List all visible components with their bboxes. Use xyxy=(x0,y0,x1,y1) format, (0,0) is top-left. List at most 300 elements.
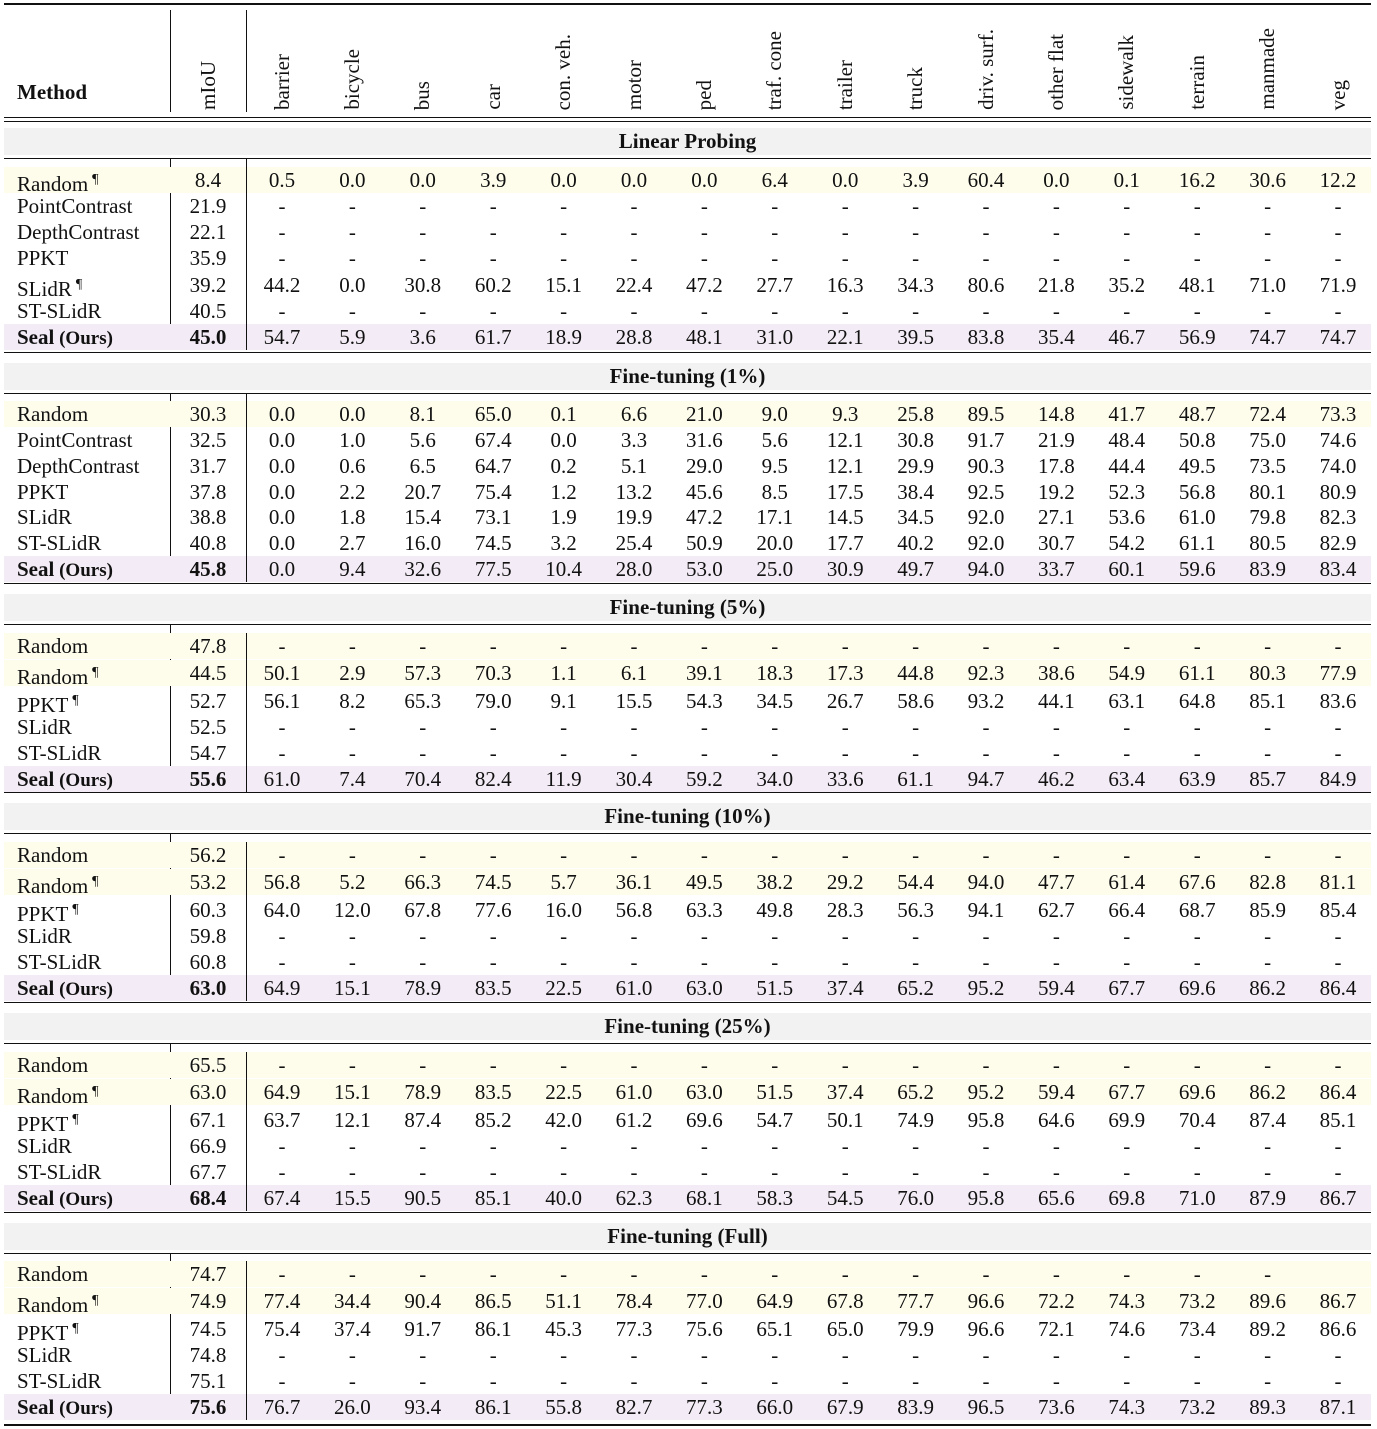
class-iou-cell: 77.0 xyxy=(686,1289,723,1313)
method-name xyxy=(17,427,133,453)
class-iou-cell: 74.7 xyxy=(1249,325,1286,349)
class-iou-cell: - xyxy=(982,1134,990,1158)
reproduced-mark: ¶ xyxy=(72,1321,79,1336)
table-row xyxy=(4,975,1371,1001)
method-name xyxy=(17,975,113,1001)
class-iou-cell: 0.0 xyxy=(409,168,436,192)
class-iou-cell: - xyxy=(1052,715,1060,739)
column-header-label: sidewalk xyxy=(1114,35,1139,110)
class-iou-cell: 63.0 xyxy=(686,1080,723,1104)
class-iou-cell: 34.3 xyxy=(897,273,934,297)
class-iou-cell: - xyxy=(771,1262,779,1286)
class-iou-cell: - xyxy=(1193,299,1201,323)
class-iou-cell: 3.2 xyxy=(550,531,577,555)
class-iou-cell: 53.6 xyxy=(1108,505,1146,529)
miou-cell: 60.8 xyxy=(189,950,227,974)
class-iou-cell: 28.3 xyxy=(826,898,864,922)
class-iou-cell: - xyxy=(1123,950,1131,974)
class-iou-cell: 6.1 xyxy=(620,661,648,685)
miou-cell: 67.1 xyxy=(189,1108,227,1132)
class-iou-cell: - xyxy=(560,1262,568,1286)
class-iou-cell: 5.9 xyxy=(339,325,366,349)
class-iou-cell: 21.0 xyxy=(686,402,723,426)
class-iou-cell: - xyxy=(1264,1160,1272,1184)
class-iou-cell: 83.6 xyxy=(1319,689,1357,713)
class-iou-cell: - xyxy=(982,1343,990,1367)
table-row xyxy=(4,219,1371,245)
method-name xyxy=(17,660,99,689)
class-iou-cell: - xyxy=(419,950,427,974)
class-iou-cell: 61.2 xyxy=(615,1108,653,1132)
class-iou-cell: 82.3 xyxy=(1319,505,1357,529)
class-iou-cell: 61.0 xyxy=(615,1080,653,1104)
method-label: ST-SLidR xyxy=(17,299,102,323)
class-iou-cell: - xyxy=(841,634,849,658)
class-iou-cell: - xyxy=(278,246,286,270)
class-iou-cell: 46.7 xyxy=(1108,325,1146,349)
class-iou-cell: - xyxy=(1264,634,1272,658)
class-iou-cell: - xyxy=(348,741,356,765)
class-iou-cell: 19.2 xyxy=(1038,480,1075,504)
class-iou-cell: - xyxy=(771,1343,779,1367)
table-row xyxy=(4,167,1371,196)
class-iou-cell: 96.6 xyxy=(967,1289,1005,1313)
class-iou-cell: 83.9 xyxy=(1249,557,1286,581)
class-iou-cell: 25.4 xyxy=(615,531,653,555)
class-iou-cell: 1.0 xyxy=(339,428,366,452)
class-iou-cell: 73.5 xyxy=(1249,454,1286,478)
class-iou-cell: - xyxy=(1264,246,1272,270)
class-iou-cell: 1.9 xyxy=(550,505,577,529)
class-iou-cell: 93.4 xyxy=(404,1395,442,1419)
miou-cell: 75.6 xyxy=(189,1395,227,1419)
class-iou-cell: 56.9 xyxy=(1178,325,1216,349)
class-iou-cell: 29.9 xyxy=(897,454,934,478)
class-iou-cell: - xyxy=(1052,741,1060,765)
class-iou-cell: 49.5 xyxy=(1178,454,1216,478)
class-iou-cell: 0.0 xyxy=(268,480,296,504)
class-iou-cell: - xyxy=(841,220,849,244)
class-iou-cell: 69.8 xyxy=(1108,1186,1146,1210)
class-iou-cell: 92.3 xyxy=(967,661,1005,685)
class-iou-cell: - xyxy=(489,1160,497,1184)
class-iou-cell: - xyxy=(489,924,497,948)
class-iou-cell: - xyxy=(348,246,356,270)
class-iou-cell: - xyxy=(419,299,427,323)
class-iou-cell: 91.7 xyxy=(967,428,1005,452)
ours-suffix: (Ours) xyxy=(54,770,113,791)
column-header-label: barrier xyxy=(269,54,294,110)
class-iou-cell: - xyxy=(1334,924,1342,948)
class-iou-cell: - xyxy=(841,299,849,323)
miou-cell: 39.2 xyxy=(189,273,227,297)
section-title-rule xyxy=(4,833,1371,834)
column-header xyxy=(825,10,865,110)
class-iou-cell: - xyxy=(1264,1343,1272,1367)
method-label: Random xyxy=(17,1053,89,1077)
method-name xyxy=(17,245,68,271)
class-iou-cell: - xyxy=(771,299,779,323)
method-name xyxy=(17,1052,88,1078)
class-iou-cell: 0.0 xyxy=(268,531,296,555)
class-iou-cell: 79.8 xyxy=(1249,505,1286,529)
class-iou-cell: 83.9 xyxy=(897,1395,934,1419)
miou-cell: 67.7 xyxy=(189,1160,227,1184)
class-iou-cell: 1.2 xyxy=(550,480,577,504)
class-iou-cell: - xyxy=(771,220,779,244)
class-iou-cell: 80.3 xyxy=(1249,661,1286,685)
class-iou-cell: - xyxy=(912,1262,920,1286)
class-iou-cell: - xyxy=(348,634,356,658)
method-name xyxy=(17,401,88,427)
class-iou-cell: 78.9 xyxy=(404,1080,442,1104)
class-iou-cell: 20.7 xyxy=(404,480,442,504)
class-iou-cell: 30.8 xyxy=(404,273,442,297)
class-iou-cell: 0.0 xyxy=(268,505,296,529)
table-row xyxy=(4,1288,1371,1317)
miou-divider xyxy=(246,394,247,582)
class-iou-cell: 94.0 xyxy=(967,557,1005,581)
miou-cell: 8.4 xyxy=(194,168,222,192)
class-iou-cell: - xyxy=(912,299,920,323)
class-iou-cell: - xyxy=(419,1343,427,1367)
column-header-label: terrain xyxy=(1184,55,1209,110)
class-iou-cell: - xyxy=(1193,924,1201,948)
class-iou-cell: 70.4 xyxy=(1178,1108,1216,1132)
class-iou-cell: 95.2 xyxy=(967,976,1005,1000)
class-iou-cell: - xyxy=(560,220,568,244)
table-row xyxy=(4,1107,1371,1136)
class-iou-cell: - xyxy=(1193,1134,1201,1158)
class-iou-cell: 77.6 xyxy=(474,898,512,922)
class-iou-cell: 1.8 xyxy=(339,505,366,529)
class-iou-cell: 85.7 xyxy=(1249,767,1286,791)
class-iou-cell: 54.2 xyxy=(1108,531,1146,555)
class-iou-cell: - xyxy=(560,843,568,867)
class-iou-cell: - xyxy=(348,1053,356,1077)
class-iou-cell: 12.1 xyxy=(334,1108,371,1132)
class-iou-cell: 50.8 xyxy=(1178,428,1216,452)
class-iou-cell: 51.5 xyxy=(756,976,794,1000)
table-row xyxy=(4,1394,1371,1420)
class-iou-cell: - xyxy=(1193,1160,1201,1184)
class-iou-cell: - xyxy=(700,634,708,658)
method-name xyxy=(17,633,88,659)
miou-cell: 47.8 xyxy=(189,634,227,658)
class-iou-cell: 67.8 xyxy=(826,1289,864,1313)
class-iou-cell: 89.3 xyxy=(1249,1395,1286,1419)
miou-cell: 56.2 xyxy=(189,843,227,867)
class-iou-cell: - xyxy=(912,194,920,218)
class-iou-cell: 0.0 xyxy=(268,557,296,581)
class-iou-cell: 60.2 xyxy=(474,273,512,297)
class-iou-cell: 56.8 xyxy=(615,898,653,922)
class-iou-cell: 67.7 xyxy=(1108,1080,1146,1104)
class-iou-cell: 64.0 xyxy=(263,898,301,922)
class-iou-cell: - xyxy=(1123,220,1131,244)
class-iou-cell: 29.0 xyxy=(686,454,723,478)
class-iou-cell: - xyxy=(700,1369,708,1393)
class-iou-cell: 65.2 xyxy=(897,1080,934,1104)
class-iou-cell: 67.4 xyxy=(263,1186,301,1210)
method-label: PPKT xyxy=(17,480,69,504)
miou-cell: 21.9 xyxy=(189,194,227,218)
class-iou-cell: - xyxy=(700,194,708,218)
column-header-label: driv. surf. xyxy=(973,29,998,110)
table-row xyxy=(4,688,1371,717)
class-iou-cell: - xyxy=(841,1343,849,1367)
table-row xyxy=(4,1185,1371,1211)
method-name xyxy=(17,298,101,324)
class-iou-cell: 34.5 xyxy=(897,505,934,529)
class-iou-cell: - xyxy=(1334,1160,1342,1184)
class-iou-cell: 25.0 xyxy=(756,557,794,581)
reproduced-mark: ¶ xyxy=(72,693,79,708)
table-row xyxy=(4,869,1371,898)
class-iou-cell: 39.1 xyxy=(686,661,723,685)
class-iou-cell: 56.3 xyxy=(897,898,934,922)
table-row xyxy=(4,193,1371,219)
class-iou-cell: 49.7 xyxy=(897,557,934,581)
class-iou-cell: - xyxy=(1123,741,1131,765)
class-iou-cell: 35.4 xyxy=(1038,325,1075,349)
class-iou-cell: 82.7 xyxy=(615,1395,653,1419)
reproduced-mark: ¶ xyxy=(92,665,99,680)
class-iou-cell: 96.6 xyxy=(967,1317,1005,1341)
column-header xyxy=(896,10,936,110)
class-iou-cell: 30.7 xyxy=(1038,531,1075,555)
class-iou-cell: - xyxy=(700,1262,708,1286)
class-iou-cell: 77.4 xyxy=(263,1289,301,1313)
miou-cell: 44.5 xyxy=(189,661,227,685)
section-title-rule xyxy=(4,1043,1371,1044)
reproduced-mark: ¶ xyxy=(92,1084,99,1099)
class-iou-cell: 65.1 xyxy=(756,1317,794,1341)
class-iou-cell: 36.1 xyxy=(615,870,653,894)
class-iou-cell: 21.8 xyxy=(1038,273,1075,297)
header-divider xyxy=(170,10,171,112)
class-iou-cell: - xyxy=(348,1134,356,1158)
class-iou-cell: - xyxy=(278,220,286,244)
class-iou-cell: 19.9 xyxy=(615,505,653,529)
class-iou-cell: - xyxy=(489,1343,497,1367)
class-iou-cell: 47.7 xyxy=(1038,870,1075,894)
class-iou-cell: 82.8 xyxy=(1249,870,1286,894)
method-label: ST-SLidR xyxy=(17,741,102,765)
class-iou-cell: - xyxy=(1264,715,1272,739)
class-iou-cell: - xyxy=(982,299,990,323)
class-iou-cell: 48.7 xyxy=(1178,402,1216,426)
section-title-rule xyxy=(4,1253,1371,1254)
method-label: SLidR xyxy=(17,277,72,301)
method-label: PointContrast xyxy=(17,194,133,218)
class-iou-cell: 9.3 xyxy=(832,402,859,426)
method-name xyxy=(17,272,83,301)
class-iou-cell: - xyxy=(771,1053,779,1077)
class-iou-cell: - xyxy=(278,715,286,739)
class-iou-cell: 26.0 xyxy=(334,1395,371,1419)
class-iou-cell: - xyxy=(700,924,708,948)
class-iou-cell: 48.1 xyxy=(1178,273,1216,297)
class-iou-cell: 85.1 xyxy=(1249,689,1286,713)
method-name xyxy=(17,1107,79,1136)
class-iou-cell: 83.5 xyxy=(474,976,512,1000)
class-iou-cell: - xyxy=(1334,741,1342,765)
class-iou-cell: - xyxy=(841,843,849,867)
class-iou-cell: 55.8 xyxy=(545,1395,582,1419)
class-iou-cell: 71.0 xyxy=(1178,1186,1216,1210)
class-iou-cell: - xyxy=(700,246,708,270)
column-header-label: car xyxy=(480,84,505,110)
method-label: Random xyxy=(17,874,89,898)
class-iou-cell: 29.2 xyxy=(826,870,864,894)
class-iou-cell: 95.8 xyxy=(967,1186,1005,1210)
class-iou-cell: - xyxy=(419,246,427,270)
class-iou-cell: 8.1 xyxy=(409,402,436,426)
column-header xyxy=(262,10,302,110)
method-name xyxy=(17,1342,72,1368)
class-iou-cell: - xyxy=(489,246,497,270)
class-iou-cell: 44.8 xyxy=(897,661,934,685)
class-iou-cell: 51.1 xyxy=(545,1289,582,1313)
class-iou-cell: 0.1 xyxy=(550,402,577,426)
miou-cell: 68.4 xyxy=(189,1186,227,1210)
class-iou-cell: 32.6 xyxy=(404,557,442,581)
table-row xyxy=(4,324,1371,350)
method-label: Random xyxy=(17,1084,89,1108)
class-iou-cell: 61.0 xyxy=(1178,505,1216,529)
class-iou-cell: 77.9 xyxy=(1319,661,1357,685)
class-iou-cell: 92.0 xyxy=(967,531,1005,555)
class-iou-cell: 44.1 xyxy=(1038,689,1075,713)
class-iou-cell: 40.2 xyxy=(897,531,934,555)
class-iou-cell: 82.4 xyxy=(474,767,512,791)
section-title: Fine-tuning (5%) xyxy=(609,595,766,619)
class-iou-cell: - xyxy=(630,634,638,658)
section-bottom-rule xyxy=(4,352,1371,353)
method-name xyxy=(17,504,72,530)
class-iou-cell: - xyxy=(700,950,708,974)
method-name xyxy=(17,556,113,582)
class-iou-cell: - xyxy=(560,1134,568,1158)
class-iou-cell: 90.4 xyxy=(404,1289,442,1313)
class-iou-cell: 3.6 xyxy=(409,325,436,349)
class-iou-cell: - xyxy=(1264,220,1272,244)
class-iou-cell: - xyxy=(1334,299,1342,323)
table-row xyxy=(4,427,1371,453)
class-iou-cell: 28.8 xyxy=(615,325,653,349)
class-iou-cell: 85.1 xyxy=(1319,1108,1357,1132)
class-iou-cell: 38.4 xyxy=(897,480,934,504)
method-label: ST-SLidR xyxy=(17,1160,102,1184)
class-iou-cell: 11.9 xyxy=(545,767,582,791)
class-iou-cell: - xyxy=(348,1343,356,1367)
class-iou-cell: 75.6 xyxy=(686,1317,723,1341)
class-iou-cell: - xyxy=(982,246,990,270)
class-iou-cell: 87.4 xyxy=(1249,1108,1286,1132)
miou-cell: 30.3 xyxy=(189,402,227,426)
section-bottom-rule xyxy=(4,1212,1371,1213)
class-iou-cell: 0.6 xyxy=(339,454,366,478)
class-iou-cell: - xyxy=(1264,950,1272,974)
class-iou-cell: 89.6 xyxy=(1249,1289,1286,1313)
class-iou-cell: - xyxy=(278,1369,286,1393)
class-iou-cell: 95.2 xyxy=(967,1080,1005,1104)
method-label: DepthContrast xyxy=(17,220,140,244)
class-iou-cell: 12.2 xyxy=(1319,168,1357,192)
class-iou-cell: 5.7 xyxy=(550,870,577,894)
class-iou-cell: 80.6 xyxy=(967,273,1005,297)
class-iou-cell: - xyxy=(278,1262,286,1286)
class-iou-cell: - xyxy=(1264,1053,1272,1077)
miou-cell: 54.7 xyxy=(189,741,227,765)
class-iou-cell: 75.4 xyxy=(263,1317,301,1341)
class-iou-cell: - xyxy=(348,220,356,244)
class-iou-cell: 3.3 xyxy=(620,428,648,452)
class-iou-cell: - xyxy=(1334,194,1342,218)
class-iou-cell: - xyxy=(1193,1262,1201,1286)
class-iou-cell: 47.2 xyxy=(686,505,723,529)
class-iou-cell: 13.2 xyxy=(615,480,653,504)
class-iou-cell: - xyxy=(912,1369,920,1393)
class-iou-cell: - xyxy=(630,924,638,948)
class-iou-cell: - xyxy=(841,194,849,218)
table-row xyxy=(4,1261,1371,1287)
class-iou-cell: - xyxy=(1264,299,1272,323)
class-iou-cell: 57.3 xyxy=(404,661,442,685)
class-iou-cell: - xyxy=(1052,1160,1060,1184)
class-iou-cell: 65.6 xyxy=(1038,1186,1075,1210)
class-iou-cell: - xyxy=(419,843,427,867)
class-iou-cell: 18.9 xyxy=(545,325,582,349)
class-iou-cell: 65.2 xyxy=(897,976,934,1000)
column-header-label: other flat xyxy=(1043,33,1068,110)
class-iou-cell: - xyxy=(560,246,568,270)
class-iou-cell: 30.8 xyxy=(897,428,934,452)
class-iou-cell: 61.7 xyxy=(474,325,512,349)
class-iou-cell: - xyxy=(1123,843,1131,867)
class-iou-cell: - xyxy=(1052,220,1060,244)
class-iou-cell: 64.9 xyxy=(756,1289,794,1313)
class-iou-cell: - xyxy=(419,1160,427,1184)
class-iou-cell: - xyxy=(1334,1369,1342,1393)
class-iou-cell: - xyxy=(1052,924,1060,948)
ours-suffix: (Ours) xyxy=(54,560,113,581)
class-iou-cell: 85.2 xyxy=(474,1108,512,1132)
table-row xyxy=(4,556,1371,582)
section-bottom-rule xyxy=(4,1002,1371,1003)
method-label: Seal xyxy=(17,557,55,581)
class-iou-cell: 92.0 xyxy=(967,505,1005,529)
class-iou-cell: - xyxy=(348,1369,356,1393)
class-iou-cell: 73.1 xyxy=(474,505,512,529)
ours-suffix: (Ours) xyxy=(54,979,113,1000)
section-title: Fine-tuning (Full) xyxy=(607,1224,768,1248)
class-iou-cell: 72.2 xyxy=(1038,1289,1075,1313)
class-iou-cell: 5.1 xyxy=(620,454,648,478)
class-iou-cell: 78.9 xyxy=(404,976,442,1000)
class-iou-cell: - xyxy=(1193,843,1201,867)
column-header xyxy=(544,10,584,110)
method-name xyxy=(17,1288,99,1317)
class-iou-cell: 28.0 xyxy=(615,557,653,581)
miou-cell: 45.0 xyxy=(189,325,227,349)
class-iou-cell: 21.9 xyxy=(1038,428,1075,452)
class-iou-cell: 70.3 xyxy=(474,661,512,685)
class-iou-cell: 6.6 xyxy=(620,402,648,426)
class-iou-cell: - xyxy=(1123,1369,1131,1393)
class-iou-cell: - xyxy=(1052,950,1060,974)
